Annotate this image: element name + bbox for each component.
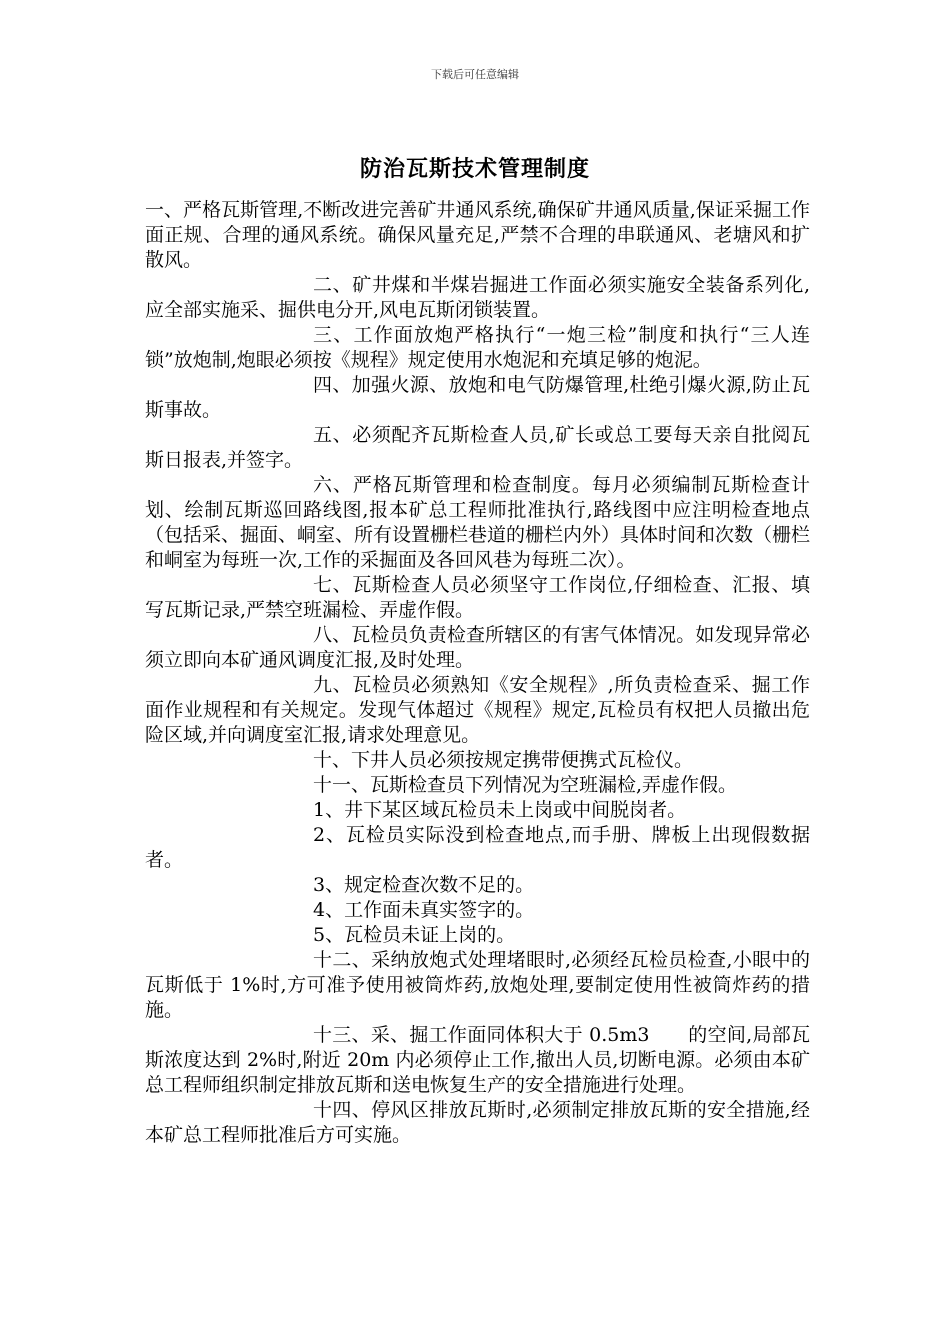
paragraph-13: 十三、采、掘工作面同体积大于 0.5m3 的空间,局部瓦斯浓度达到 2%时,附近 20m 内必须停止工作,撤出人员,切断电源。必须由本矿总工程师组织制定排放瓦斯和送电恢复生产的安全措施进行处理。 [145,1024,810,1096]
paragraph-11: 十一、瓦斯检查员下列情况为空班漏检,弄虚作假。 [313,774,738,796]
list-item-5: 5、瓦检员未证上岗的。 [313,924,516,946]
paragraph-8: 八、瓦检员负责检查所辖区的有害气体情况。如发现异常必须立即向本矿通风调度汇报,及时处理。 [145,624,810,671]
list-item-3: 3、规定检查次数不足的。 [313,874,535,896]
list-item-1: 1、井下某区域瓦检员未上岗或中间脱岗者。 [313,799,687,821]
paragraph-1: 一、严格瓦斯管理,不断改进完善矿井通风系统,确保矿井通风质量,保证采掘工作面正规、合理的通风系统。确保风量充足,严禁不合理的串联通风、老塘风和扩散风。 [145,199,810,271]
paragraph-7: 七、瓦斯检查人员必须坚守工作岗位,仔细检查、汇报、填写瓦斯记录,严禁空班漏检、弄虚作假。 [145,574,810,621]
document-body [145,198,810,1148]
page-header: 下载后可任意编辑 [431,68,519,81]
paragraph-12: 十二、采纳放炮式处理堵眼时,必须经瓦检员检查,小眼中的瓦斯低于 1%时,方可准予使用被筒炸药,放炮处理,要制定使用性被筒炸药的措施。 [145,949,810,1021]
paragraph-9: 九、瓦检员必须熟知《安全规程》,所负责检查采、掘工作面作业规程和有关规定。发现气体超过《规程》规定,瓦检员有权把人员撤出危险区域,并向调度室汇报,请求处理意见。 [145,674,810,746]
list-item-4: 4、工作面未真实签字的。 [313,899,535,921]
paragraph-5: 五、必须配齐瓦斯检查人员,矿长或总工要每天亲自批阅瓦斯日报表,并签字。 [145,424,810,471]
document-title: 防治瓦斯技术管理制度 [359,156,590,182]
list-item-2: 2、瓦检员实际没到检查地点,而手册、牌板上出现假数据者。 [145,824,810,871]
paragraph-14: 十四、停风区排放瓦斯时,必须制定排放瓦斯的安全措施,经本矿总工程师批准后方可实施。 [145,1099,810,1146]
paragraph-3: 三、工作面放炮严格执行“一炮三检”制度和执行“三人连锁”放炮制,炮眼必须按《规程》规定使用水炮泥和充填足够的炮泥。 [145,324,810,371]
paragraph-2: 二、矿井煤和半煤岩掘进工作面必须实施安全装备系列化,应全部实施采、掘供电分开,风电瓦斯闭锁装置。 [145,274,810,321]
paragraph-4: 四、加强火源、放炮和电气防爆管理,杜绝引爆火源,防止瓦斯事故。 [145,374,810,421]
paragraph-6: 六、严格瓦斯管理和检查制度。每月必须编制瓦斯检查计划、绘制瓦斯巡回路线图,报本矿总工程师批准执行,路线图中应注明检查地点（包括采、掘面、峒室、所有设置栅栏巷道的栅栏内外）具体时间和次数（栅栏和峒室为每班一次,工作的采掘面及各回风巷为每班二次）。 [145,474,811,571]
paragraph-10: 十、下井人员必须按规定携带便携式瓦检仪。 [313,749,694,771]
